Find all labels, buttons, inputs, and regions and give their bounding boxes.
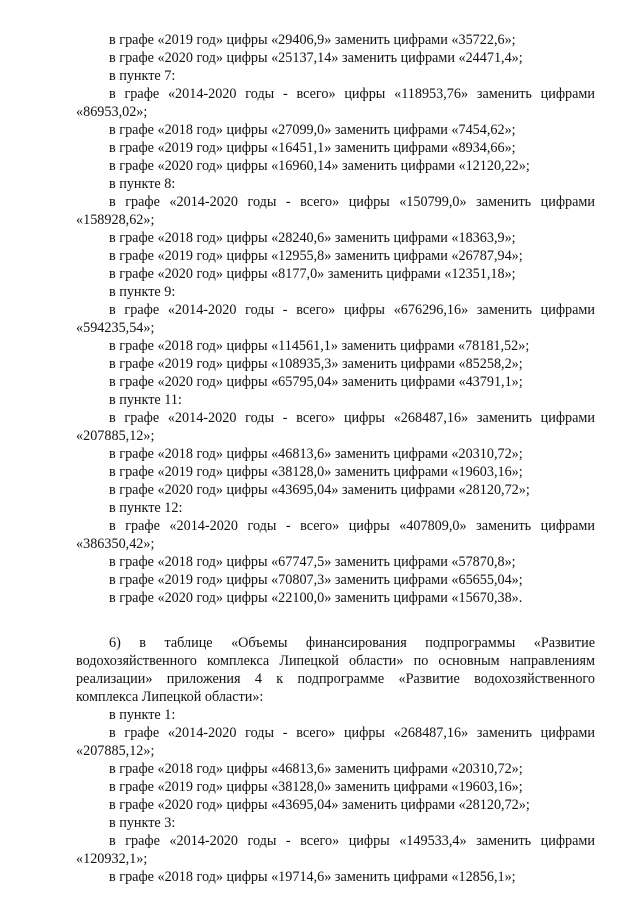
text-line: в графе «2018 год» цифры «19714,6» заменить цифрами «12856,1»; [109,869,516,885]
paragraph: в графе «2014-2020 годы - всего» цифры «407809,0» заменить цифрами «386350,42»; [76,518,595,552]
paragraph: в графе «2014-2020 годы - всего» цифры «676296,16» заменить цифрами «594235,54»; [76,302,595,336]
text-line: в графе «2019 год» цифры «16451,1» заменить цифрами «8934,66»; [109,140,516,156]
text-line: в пункте 1: [109,707,176,723]
paragraph: в графе «2014-2020 годы - всего» цифры «268487,16» заменить цифрами «207885,12»; [76,725,595,759]
paragraph: 6) в таблице «Объемы финансирования подпрограммы «Развитие водохозяйственного комплекса Липецкой области» по основным направлениям реализации» приложения 4 к подпрограмме «Развитие водохозяйственного комплекса Липецкой области»: [76,635,595,705]
text-line: в графе «2019 год» цифры «29406,9» заменить цифрами «35722,6»; [109,32,516,48]
block-spacer [76,607,595,634]
text-line: в графе «2020 год» цифры «16960,14» заменить цифрами «12120,22»; [109,158,530,174]
paragraph: в графе «2014-2020 годы - всего» цифры «150799,0» заменить цифрами «158928,62»; [76,194,595,228]
document-page [76,31,595,886]
text-line: в пункте 11: [109,392,182,408]
text-line: в графе «2019 год» цифры «70807,3» заменить цифрами «65655,04»; [109,572,523,588]
text-line: в графе «2019 год» цифры «38128,0» заменить цифрами «19603,16»; [109,779,523,795]
text-line: в графе «2020 год» цифры «43695,04» заменить цифрами «28120,72»; [109,482,530,498]
paragraph: в графе «2014-2020 годы - всего» цифры «118953,76» заменить цифрами «86953,02»; [76,86,595,120]
text-line: в графе «2018 год» цифры «67747,5» заменить цифрами «57870,8»; [109,554,516,570]
text-line: в графе «2018 год» цифры «46813,6» заменить цифрами «20310,72»; [109,761,523,777]
text-line: в пункте 12: [109,500,183,516]
amendments-block-1 [76,31,595,607]
text-line: в графе «2020 год» цифры «8177,0» заменить цифрами «12351,18»; [109,266,516,282]
text-line: в графе «2020 год» цифры «43695,04» заменить цифрами «28120,72»; [109,797,530,813]
text-line: в пункте 8: [109,176,176,192]
text-line: в графе «2018 год» цифры «46813,6» заменить цифрами «20310,72»; [109,446,523,462]
text-line: в пункте 3: [109,815,176,831]
text-line: в пункте 9: [109,284,176,300]
text-line: в пункте 7: [109,68,176,84]
text-line: в графе «2019 год» цифры «38128,0» заменить цифрами «19603,16»; [109,464,523,480]
text-line: в графе «2018 год» цифры «27099,0» заменить цифрами «7454,62»; [109,122,516,138]
text-line: в графе «2018 год» цифры «28240,6» заменить цифрами «18363,9»; [109,230,516,246]
text-line: в графе «2020 год» цифры «65795,04» заменить цифрами «43791,1»; [109,374,523,390]
amendments-block-2 [76,634,595,886]
text-line: в графе «2020 год» цифры «25137,14» заменить цифрами «24471,4»; [109,50,523,66]
text-line: в графе «2019 год» цифры «12955,8» заменить цифрами «26787,94»; [109,248,523,264]
paragraph: в графе «2014-2020 годы - всего» цифры «268487,16» заменить цифрами «207885,12»; [76,410,595,444]
text-line: в графе «2019 год» цифры «108935,3» заменить цифрами «85258,2»; [109,356,523,372]
paragraph: в графе «2014-2020 годы - всего» цифры «149533,4» заменить цифрами «120932,1»; [76,833,595,867]
text-line: в графе «2020 год» цифры «22100,0» заменить цифрами «15670,38». [109,590,523,606]
text-line: в графе «2018 год» цифры «114561,1» заменить цифрами «78181,52»; [109,338,530,354]
